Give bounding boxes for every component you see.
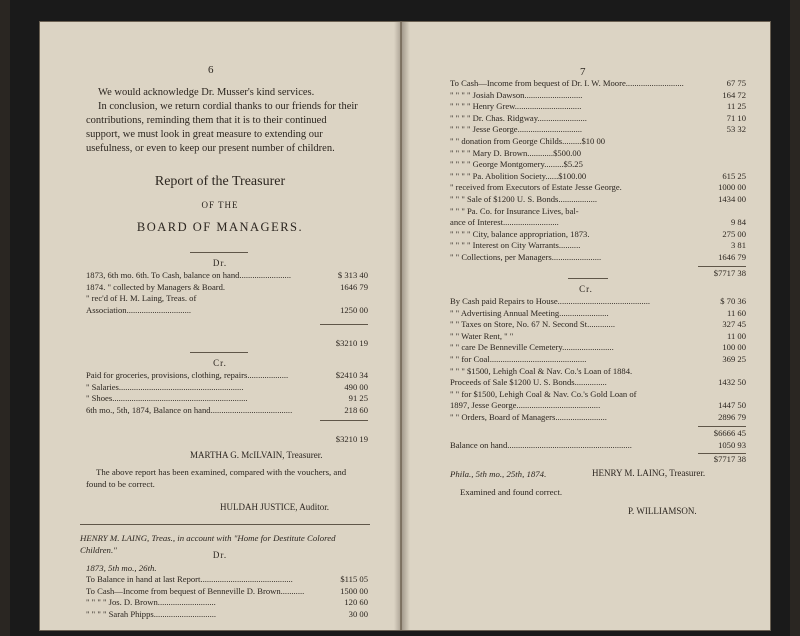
row-desc: By Cash paid Repairs to House........................................... [450, 296, 651, 306]
row-amount [700, 136, 746, 148]
ledger-row [450, 159, 746, 171]
row-desc: To Balance in hand at last Report........................................... [86, 574, 293, 584]
auditor-signature: P. WILLIAMSON. [628, 506, 697, 516]
ledger-row [450, 182, 746, 194]
cr-ledger [450, 296, 746, 424]
row-desc: Proceeds of Sale $1200 U. S. Bonds............... [450, 377, 607, 388]
ledger-row [86, 382, 368, 394]
ledger-row [450, 136, 746, 148]
row-desc: " " Orders, Board of Managers........................ [450, 411, 607, 422]
laing-date: 1873, 5th mo., 26th. [86, 563, 157, 573]
page-number: 6 [208, 64, 214, 76]
book-gutter [394, 22, 410, 630]
row-amount: 30 00 [348, 608, 368, 619]
book-spread [40, 22, 770, 630]
row-desc: " " " Sale of $1200 U. S. Bonds.................. [450, 193, 598, 204]
row-amount: 1646 79 [718, 251, 746, 262]
row-amount [700, 389, 746, 401]
row-amount: $115 05 [340, 574, 368, 584]
examined-note: The above report has been examined, compared with the vouchers, and found to be correct. [86, 467, 347, 489]
row-desc: " " for $1500, Lehigh Coal & Nav. Co.'s Gold Loan of [450, 388, 637, 399]
row-desc: " " care De Benneville Cemetery........................ [450, 342, 614, 353]
laing-ledger [86, 574, 368, 620]
row-amount: 1434 00 [718, 193, 746, 204]
row-amount: 1000 00 [718, 182, 746, 193]
row-amount: 327 45 [722, 319, 746, 330]
row-amount: 67 75 [726, 78, 746, 88]
row-amount: 490 00 [344, 381, 368, 392]
ledger-row [450, 400, 746, 412]
total-rule [320, 324, 368, 325]
row-desc: " " " " Henry Grew............................... [450, 101, 582, 112]
row-amount: $2410 34 [335, 370, 368, 380]
ledger-row [450, 171, 746, 183]
balance-amount: 1050 93 [718, 440, 746, 450]
cr-heading: Cr. [579, 284, 593, 294]
row-desc: " " " $1500, Lehigh Coal & Nav. Co.'s Loan of 1884. [450, 365, 633, 376]
row-amount: 615 25 [722, 170, 746, 181]
row-desc: " " " " George Montgomery.........$5.25 [450, 159, 583, 170]
row-desc: To Cash—Income from bequest of Benneville D. Brown........... [86, 585, 305, 596]
row-desc: " " Collections, per Managers....................... [450, 251, 602, 262]
row-desc: " " " " Interest on City Warrants.......... [450, 240, 581, 251]
section-rule [80, 524, 370, 525]
ledger-row [86, 270, 368, 282]
treasurer-signature: HENRY M. LAING, Treasurer. [592, 468, 706, 478]
cr-subtotal: $6666 45 [713, 428, 746, 438]
auditor-signature: HULDAH JUSTICE, Auditor. [220, 502, 330, 512]
row-amount: 164 72 [722, 89, 746, 100]
row-amount: 2896 79 [718, 411, 746, 422]
ledger-row [86, 574, 368, 586]
ledger-row [450, 296, 746, 308]
row-amount [700, 206, 746, 218]
ledger-row [450, 319, 746, 331]
subtotal-rule [698, 426, 746, 427]
row-amount: 1500 00 [340, 585, 368, 596]
ledger-row [450, 240, 746, 252]
examined-line: Examined and found correct. [460, 487, 563, 497]
divider [568, 278, 608, 279]
row-desc: " " Taxes on Store, No. 67 N. Second St............. [450, 319, 615, 330]
row-amount: 11 25 [726, 101, 746, 112]
divider [190, 252, 248, 253]
report-title: Report of the Treasurer [154, 174, 286, 189]
balance-label: Balance on hand.......................................................... [450, 440, 632, 450]
balance-row [450, 440, 746, 452]
board-title: BOARD OF MANAGERS. [136, 220, 304, 234]
row-desc: " " " " Sarah Phipps............................. [86, 608, 217, 619]
intro-paragraph-1: We would acknowledge Dr. Musser's kind services. [98, 87, 315, 98]
row-desc: " " " Pa. Co. for Insurance Lives, bal- [450, 205, 579, 216]
ledger-row [450, 412, 746, 424]
laing-heading: HENRY M. LAING, Treas., in account with "Home for Destitute Colored Children." [80, 533, 336, 555]
ledger-row [86, 305, 368, 317]
row-amount: 1447 50 [718, 400, 746, 411]
row-desc: " " " " Dr. Chas. Ridgway....................... [450, 112, 587, 123]
row-amount: $ 70 36 [720, 296, 746, 306]
dr-ledger [86, 270, 368, 316]
ledger-row [450, 124, 746, 136]
row-desc: " " Water Rent, " " [450, 330, 514, 341]
intro-paragraph-2: In conclusion, we return cordial thanks to our friends for their contributions, reminding them that it is to their continued support, we must look in great measure to extending our usefulness, or even to keep our present number of children. [86, 101, 358, 154]
page-number: 7 [580, 66, 586, 78]
ledger-row [450, 194, 746, 206]
row-desc: 1873, 6th mo. 6th. To Cash, balance on hand........................ [86, 270, 291, 280]
ledger-row [450, 342, 746, 354]
left-page [40, 22, 402, 630]
row-desc: " " " " City, balance appropriation, 1873. [450, 228, 590, 239]
ledger-row [450, 366, 746, 378]
ledger-row [450, 229, 746, 241]
row-amount [700, 148, 746, 160]
row-amount: 9 84 [730, 217, 746, 228]
row-desc: 6th mo., 5th, 1874, Balance on hand...................................... [86, 404, 293, 415]
row-amount: 3 81 [730, 240, 746, 251]
row-amount [700, 159, 746, 171]
ledger-row [86, 597, 368, 609]
row-desc: Association.............................. [86, 304, 192, 315]
left-dark-margin [0, 0, 10, 636]
row-amount: 1250 00 [340, 304, 368, 315]
ledger-row [450, 101, 746, 113]
row-desc: " Shoes............................................................... [86, 393, 248, 404]
row-amount: $ 313 40 [337, 270, 368, 280]
income-ledger [450, 78, 746, 264]
ledger-row [450, 252, 746, 264]
cr-total: $3210 19 [335, 434, 368, 444]
row-amount: 11 60 [726, 307, 746, 318]
row-desc: Paid for groceries, provisions, clothing, repairs................... [86, 370, 289, 380]
date-line: Phila., 5th mo., 25th, 1874. [450, 469, 547, 479]
ledger-row [86, 393, 368, 405]
ledger-row [450, 206, 746, 218]
laing-dr-heading: Dr. [212, 550, 228, 560]
cr-heading: Cr. [213, 358, 227, 368]
ledger-row [450, 113, 746, 125]
dr-total: $3210 19 [335, 338, 368, 348]
of-the-label: OF THE [201, 200, 239, 210]
ledger-row [86, 293, 368, 305]
row-desc: " " " " Jesse George.............................. [450, 124, 583, 135]
row-amount: 275 00 [722, 228, 746, 239]
ledger-row [450, 90, 746, 102]
row-amount: 91 25 [348, 393, 368, 404]
ledger-row [86, 609, 368, 621]
treasurer-signature: MARTHA G. McILVAIN, Treasurer. [190, 450, 323, 460]
total-rule [698, 266, 746, 267]
row-desc: " rec'd of H. M. Laing, Treas. of [86, 293, 197, 304]
row-amount [322, 293, 368, 305]
row-desc: " " " " Jos. D. Brown........................... [86, 597, 216, 608]
row-desc: To Cash—Income from bequest of Dr. I. W. Moore........................... [450, 78, 684, 88]
ledger-row [450, 148, 746, 160]
row-desc: " " " " Mary D. Brown............$500.00 [450, 147, 581, 158]
ledger-row [86, 405, 368, 417]
row-amount: 218 60 [344, 404, 368, 415]
row-desc: " " Advertising Annual Meeting....................... [450, 307, 609, 318]
row-amount: 11 00 [726, 330, 746, 341]
grand-total: $7717 38 [713, 454, 746, 464]
dr-heading: Dr. [212, 258, 228, 268]
row-amount: 1646 79 [340, 281, 368, 292]
row-amount [700, 366, 746, 378]
divider [190, 352, 248, 353]
row-desc: 1874. " collected by Managers & Board. [86, 281, 226, 292]
ledger-row [450, 217, 746, 229]
ledger-row [450, 354, 746, 366]
row-amount: 100 00 [722, 342, 746, 353]
row-amount: 53 32 [726, 124, 746, 135]
row-desc: " " for Coal............................................. [450, 353, 587, 364]
row-desc: " " " " Josiah Dawson........................... [450, 89, 583, 100]
cr-ledger [86, 370, 368, 416]
ledger-row [450, 377, 746, 389]
row-amount: 120 60 [344, 597, 368, 608]
row-amount: 1432 50 [718, 377, 746, 388]
row-amount: 369 25 [722, 353, 746, 364]
row-desc: " " " " Pa. Abolition Society......$100.00 [450, 170, 587, 181]
ledger-row [86, 282, 368, 294]
row-desc: " received from Executors of Estate Jesse George. [450, 182, 622, 193]
ledger-row [450, 78, 746, 90]
ledger-row [450, 331, 746, 343]
right-page [402, 22, 770, 630]
row-desc: " " donation from George Childs.........$10 00 [450, 135, 606, 146]
ledger-row [450, 440, 746, 452]
ledger-row [86, 586, 368, 598]
row-desc: ance of Interest.......................... [450, 217, 559, 228]
row-amount: 71 10 [726, 112, 746, 123]
right-dark-margin [790, 0, 800, 636]
total-rule [320, 420, 368, 421]
ledger-row [86, 370, 368, 382]
income-total: $7717 38 [713, 268, 746, 278]
row-desc: 1897, Jesse George....................................... [450, 400, 601, 411]
ledger-row [450, 389, 746, 401]
row-desc: " Salaries.......................................................... [86, 381, 244, 392]
ledger-row [450, 308, 746, 320]
